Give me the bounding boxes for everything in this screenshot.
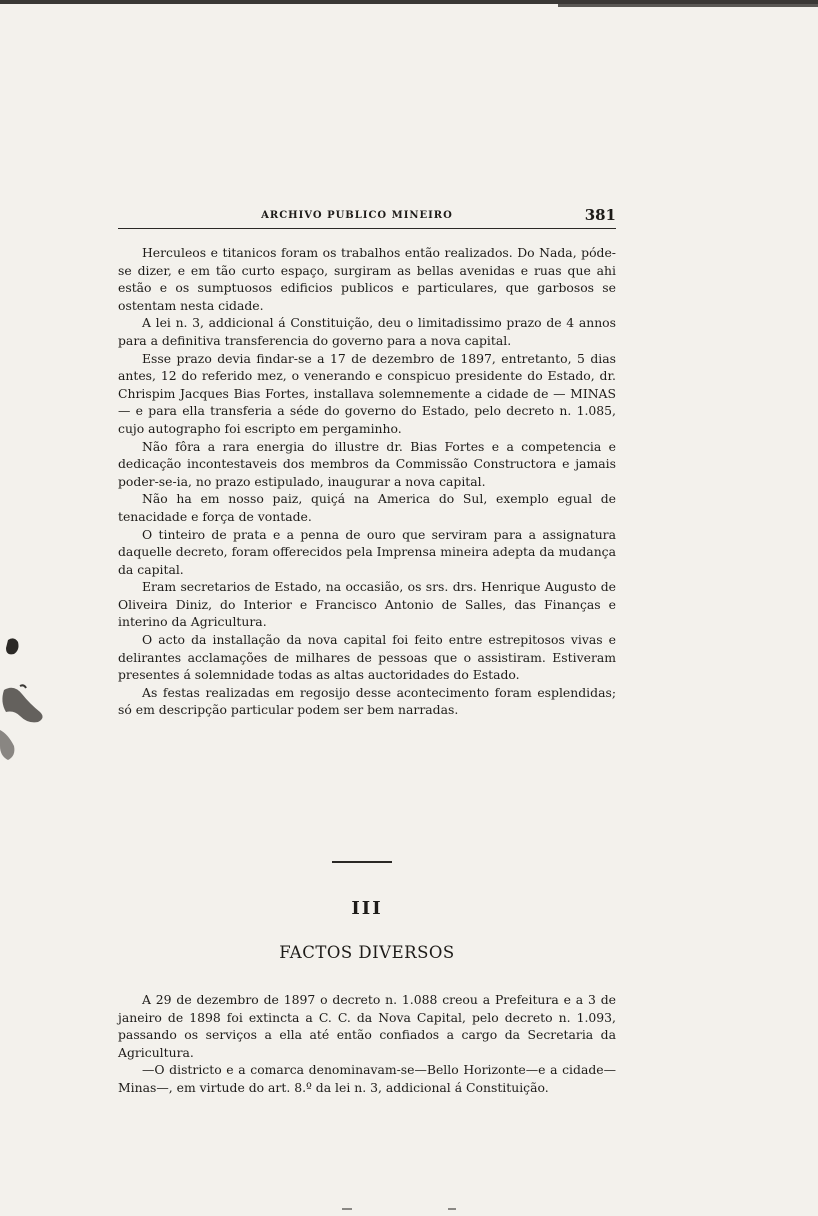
body-text <box>118 244 616 719</box>
paragraph: —O districto e a comarca denominavam-se—Bello Horizonte—e a cidade—Minas—, em virtude do art. 8.º da lei n. 3, addicional á Constituição. <box>118 1062 616 1095</box>
paragraph: Esse prazo devia findar-se a 17 de dezembro de 1897, entretanto, 5 dias antes, 12 do referido mez, o venerando e conspicuo presidente do Estado, dr. Chrispim Jacques Bias Fortes, installava solemnemente a cidade de — MINAS — e para ella transferia a séde do governo do Estado, pelo decreto n. 1.085, cujo autographo foi escripto em pergaminho. <box>118 350 616 436</box>
scan-top-shadow <box>558 4 818 7</box>
section-numeral: III <box>351 898 383 919</box>
paragraph: Herculeos e titanicos foram os trabalhos então realizados. Do Nada, póde-se dizer, e em tão curto espaço, surgiram as bellas avenidas e ruas que ahi estão e os sumptuosos edificios publicos e particulares, que garbosos se ostentam nesta cidade. <box>118 245 616 313</box>
paragraph: Eram secretarios de Estado, na occasião, os srs. drs. Henrique Augusto de Oliveira Diniz, do Interior e Francisco Antonio de Salles, das Finanças e interino da Agricultura. <box>118 579 616 630</box>
running-title: ARCHIVO PUBLICO MINEIRO <box>261 210 453 221</box>
scan-speck <box>448 1208 456 1210</box>
section-divider <box>332 861 392 863</box>
page-edge-stain <box>0 630 50 780</box>
running-header <box>118 206 616 229</box>
section-title: FACTOS DIVERSOS <box>279 943 455 962</box>
page-number: 381 <box>584 206 616 224</box>
paragraph: Não fôra a rara energia do illustre dr. Bias Fortes e a competencia e dedicação incontestaveis dos membros da Commissão Constructora e jamais poder-se-ia, no prazo estipulado, inaugurar a nova capital. <box>118 438 616 489</box>
paragraph: O tinteiro de prata e a penna de ouro que serviram para a assignatura daquelle decreto, foram offerecidos pela Imprensa mineira adepta da mudança da capital. <box>118 526 616 577</box>
scan-speck <box>342 1208 352 1210</box>
paragraph: A 29 de dezembro de 1897 o decreto n. 1.088 creou a Prefeitura e a 3 de janeiro de 1898 foi extincta a C. C. da Nova Capital, pelo decreto n. 1.093, passando os serviços a ella até então confiados a cargo da Secretaria da Agricultura. <box>118 992 616 1060</box>
paragraph: A lei n. 3, addicional á Constituição, deu o limitadissimo prazo de 4 annos para a definitiva transferencia do governo para a nova capital. <box>118 315 616 348</box>
paragraph: O acto da installação da nova capital foi feito entre estrepitosos vivas e delirantes acclamações de milhares de pessoas que o assistiram. Estiveram presentes á solemnidade todas as altas auctoridades do Estado. <box>118 632 616 683</box>
paragraph: As festas realizadas em regosijo desse acontecimento foram esplendidas; só em descripção particular podem ser bem narradas. <box>118 684 616 718</box>
section-body-text <box>118 991 616 1097</box>
paragraph: Não ha em nosso paiz, quiçá na America do Sul, exemplo egual de tenacidade e força de vontade. <box>118 491 616 524</box>
